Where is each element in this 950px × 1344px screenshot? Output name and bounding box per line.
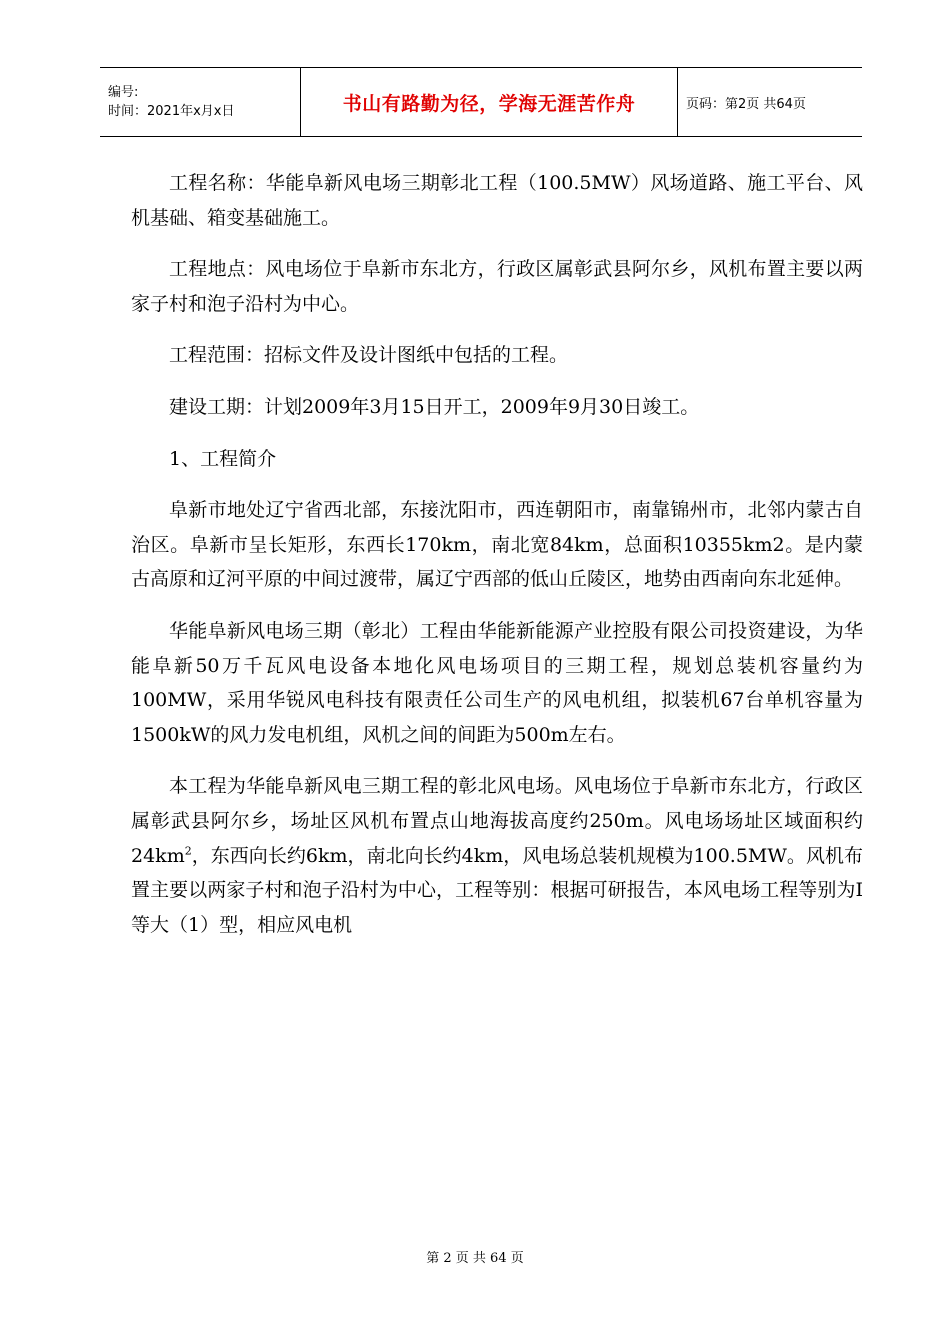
paragraph-project-name: 工程名称：华能阜新风电场三期彰北工程（100.5MW）风场道路、施工平台、风机基础、箱变基础施工。 [131, 172, 863, 229]
paragraph-project-scope: 工程范围：招标文件及设计图纸中包括的工程。 [169, 344, 569, 367]
paragraph-wind-farm-details [131, 769, 863, 942]
document-body [131, 166, 863, 942]
page-footer: 第 2 页 共 64 页 [426, 1251, 524, 1266]
wind-farm-text-part2: ，东西向长约6km，南北向长约4km，风电场总装机规模为100.5MW。风机布置主要以两家子村和泡子沿村为中心，工程等别：根据可研报告，本风电场工程等别为Ⅰ等大（1）型，相应风电机 [131, 844, 863, 936]
wind-farm-text-part1: 本工程为华能阜新风电三期工程的彰北风电场。风电场位于阜新市东北方，行政区属彰武县阿尔乡，场址区风机布置点山地海拔高度约250m。风电场场址区域面积约24km [131, 775, 863, 867]
header-motto: 书山有路勤为径，学海无涯苦作舟 [300, 68, 678, 136]
paragraph-project-investment: 华能阜新风电场三期（彰北）工程由华能新能源产业控股有限公司投资建设，为华能阜新50万千瓦风电设备本地化风电场项目的三期工程，规划总装机容量约为100MW，采用华锐风电科技有限责任公司生产的风电机组，拟装机67台单机容量为1500kW的风力发电机组，风机之间的间距为500m左右。 [131, 619, 863, 746]
section-heading-intro: 1、工程简介 [169, 447, 277, 470]
header-page-info: 页码：第2页 共64页 [686, 96, 806, 112]
header-meta [100, 68, 300, 136]
paragraph-fuxin-overview: 阜新市地处辽宁省西北部，东接沈阳市，西连朝阳市，南靠锦州市，北邻内蒙古自治区。阜新市呈长矩形，东西长170km，南北宽84km，总面积10355km2。是内蒙古高原和辽河平原的中间过渡带，属辽宁西部的低山丘陵区，地势由西南向东北延伸。 [131, 499, 863, 591]
time-label: 时间：2021年x月x日 [108, 104, 235, 119]
paragraph-construction-period: 建设工期：计划2009年3月15日开工，2009年9月30日竣工。 [169, 395, 700, 418]
superscript-2: 2 [184, 844, 192, 858]
serial-label: 编号: [108, 85, 139, 100]
page-header [100, 67, 862, 137]
paragraph-project-location: 工程地点：风电场位于阜新市东北方，行政区属彰武县阿尔乡，风机布置主要以两家子村和泡子沿村为中心。 [131, 258, 863, 315]
